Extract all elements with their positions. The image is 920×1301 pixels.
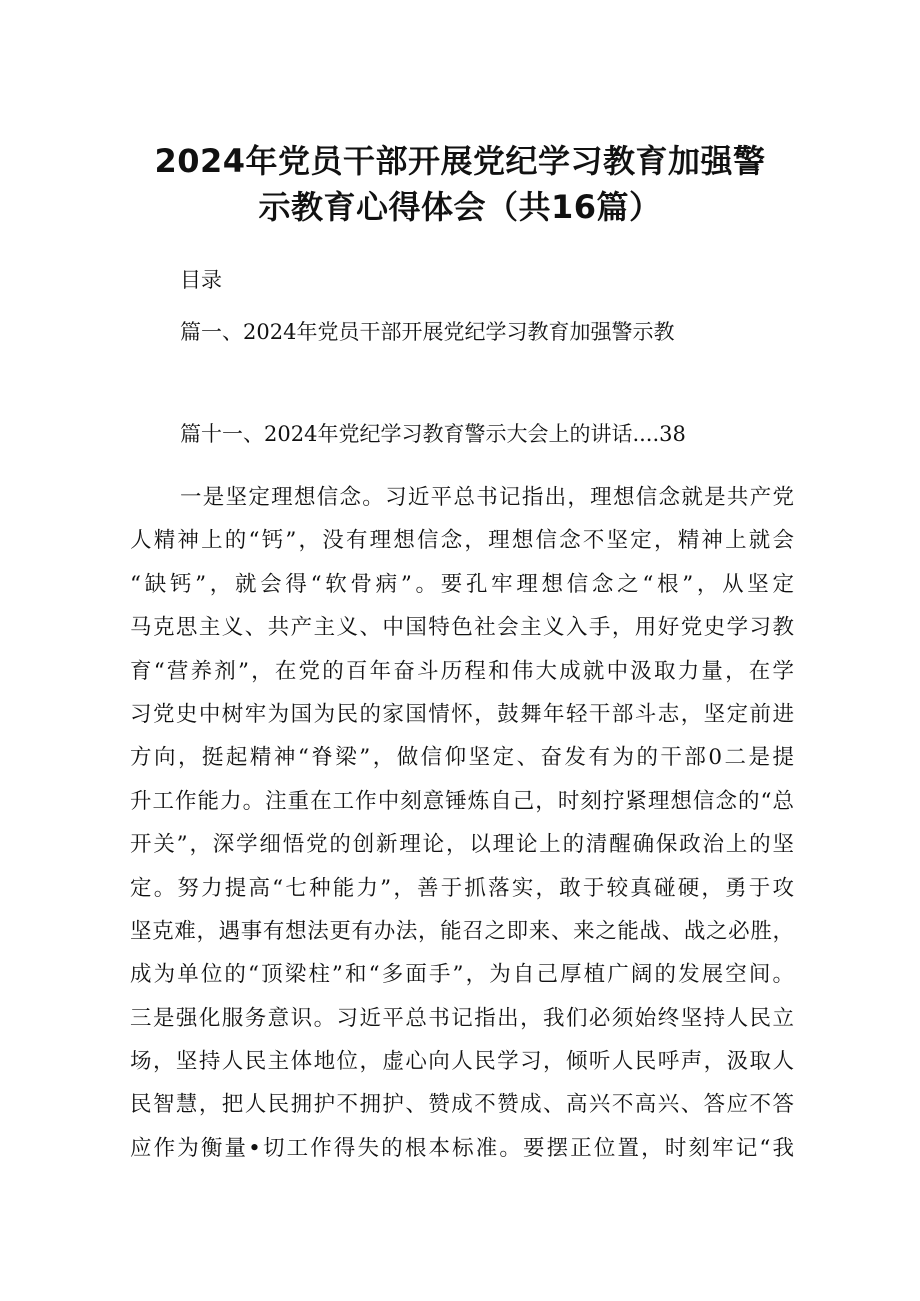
body-paragraph: [130, 476, 794, 1170]
body-line: 一是坚定理想信念。习近平总书记指出，理想信念就是共产党: [180, 485, 794, 510]
body-line: 应作为衡量•切工作得失的根本标准。要摆正位置，时刻牢记“我: [130, 1135, 794, 1161]
toc-item-chapter-11: 篇十一、2024年党纪学习教育警示大会上的讲话....38: [180, 422, 686, 446]
body-line: 定。努力提高“七种能力”，善于抓落实，敢于较真碰硬，勇于攻: [130, 875, 794, 901]
body-line: 习党史中树牢为国为民的家国情怀，鼓舞年轻干部斗志，坚定前进: [130, 701, 794, 727]
body-line: “缺钙”，就会得“软骨病”。要孔牢理想信念之“根”，从坚定: [130, 571, 794, 597]
body-line: 开关”，深学细悟党的创新理论，以理论上的清醒确保政治上的坚: [130, 832, 794, 858]
body-line: 民智慧，把人民拥护不拥护、赞成不赞成、高兴不高兴、答应不答: [130, 1092, 794, 1118]
body-line: 方向，挺起精神“脊梁”，做信仰坚定、奋发有为的干部0二是提: [130, 745, 794, 771]
body-line: 三是强化服务意识。习近平总书记指出，我们必须始终坚持人民立: [130, 1005, 794, 1031]
body-line: 育“营养剂”，在党的百年奋斗历程和伟大成就中汲取力量，在学: [130, 658, 794, 684]
body-line: 人精神上的“钙”，没有理想信念，理想信念不坚定，精神上就会: [130, 528, 794, 554]
title-line-2: 示教育心得体会（共16篇）: [258, 188, 662, 226]
toc-label: 目录: [180, 268, 222, 292]
body-line: 成为单位的“顶梁柱”和“多面手”，为自己厚植广阔的发展空间。: [130, 962, 794, 988]
title-line-1: 2024年党员干部开展党纪学习教育加强警: [154, 142, 766, 180]
body-line: 场，坚持人民主体地位，虚心向人民学习，倾听人民呼声，汲取人: [130, 1049, 794, 1075]
body-line: 升工作能力。注重在工作中刻意锤炼自己，时刻拧紧理想信念的“总: [130, 788, 794, 814]
body-line: 马克思主义、共产主义、中国特色社会主义入手，用好党史学习教: [130, 615, 794, 641]
toc-item-chapter-1: 篇一、2024年党员干部开展党纪学习教育加强警示教: [180, 320, 675, 344]
body-line: 坚克难，遇事有想法更有办法，能召之即来、来之能战、战之必胜，: [130, 918, 794, 944]
document-title: [0, 138, 920, 230]
